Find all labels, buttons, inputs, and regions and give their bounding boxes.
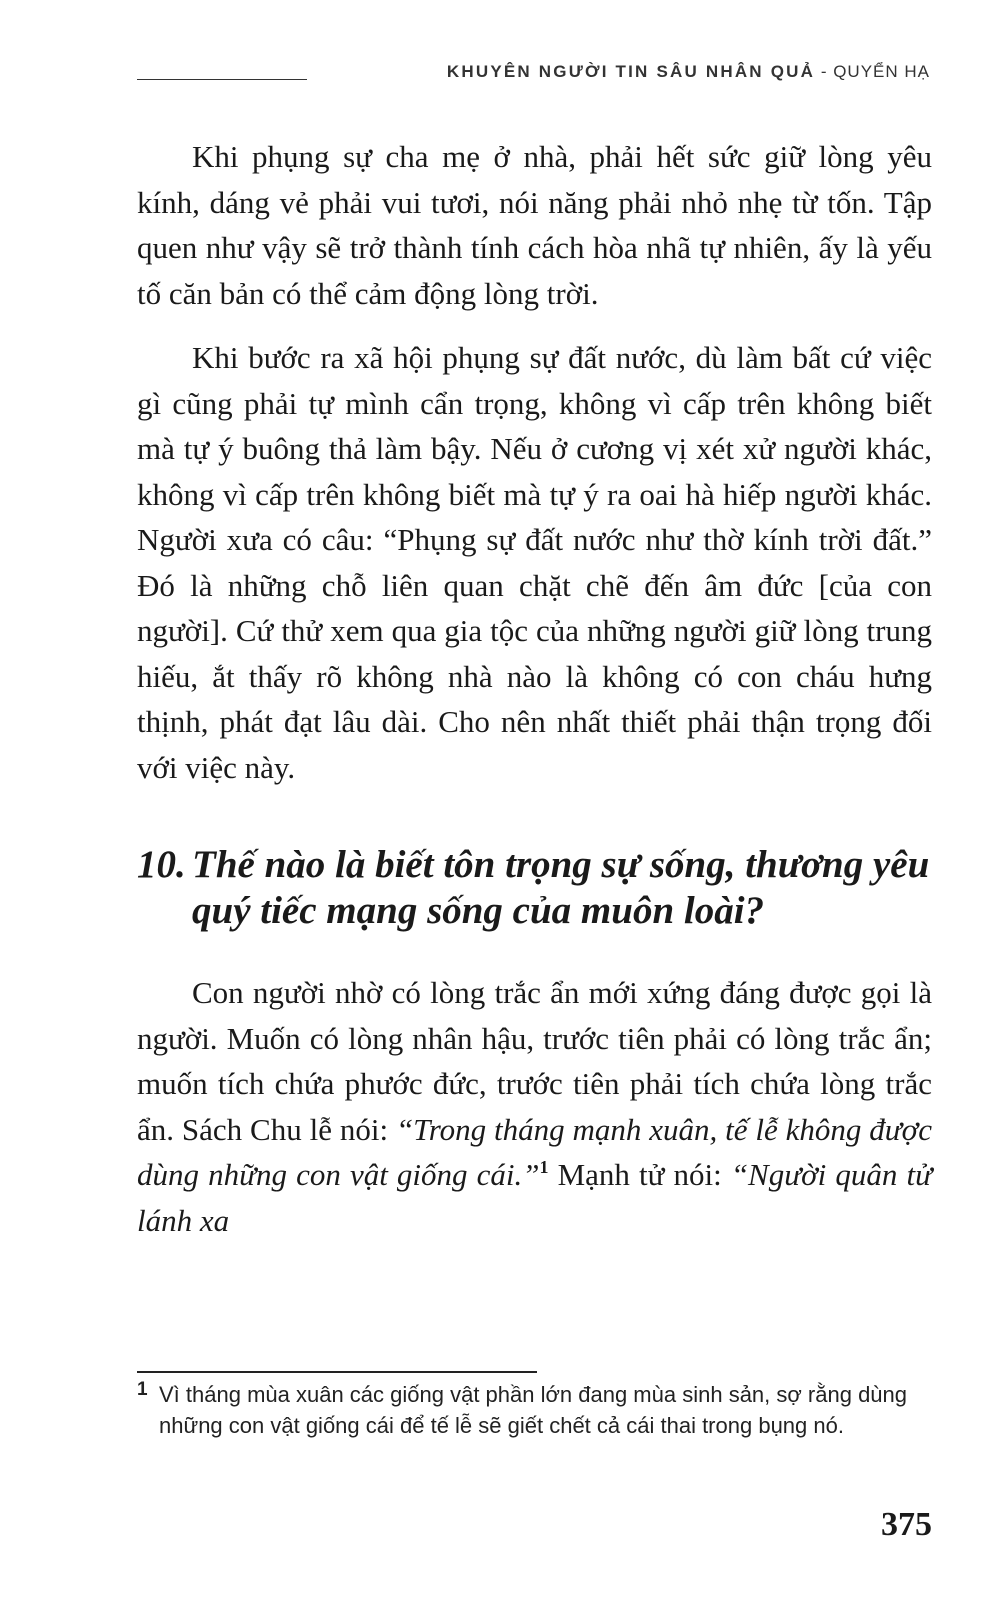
book-volume: QUYỂN HẠ [833,62,930,81]
footnote-rule [137,1371,537,1373]
page-body [137,134,932,1262]
page-number: 375 [881,1506,932,1543]
quote-chu-le: “Trong tháng mạnh xuân, tế lễ không được dùng những con vật giống cái.” [137,1111,932,1192]
header-separator: - [815,62,834,81]
section-number: 10. [137,843,186,886]
paragraph-3 [137,970,932,1243]
paragraph-2: Khi bước ra xã hội phụng sự đất nước, dù làm bất cứ việc gì cũng phải tự mình cẩn trọng, không vì cấp trên không biết mà tự ý buông thả làm bậy. Nếu ở cương vị xét xử người khác, không vì cấp trên không biết mà tự ý ra oai hà hiếp người khác. Người xưa có câu: “Phụng sự đất nước như thờ kính trời đất.” Đó là những chỗ liên quan chặt chẽ đến âm đức [của con người]. Cứ thử xem qua gia tộc của những người giữ lòng trung hiếu, ắt thấy rõ không nhà nào là không có con cháu hưng thịnh, phát đạt lâu dài. Cho nên nhất thiết phải thận trọng đối với việc này. [137,340,932,785]
footnote-text: Vì tháng mùa xuân các giống vật phần lớn đang mùa sinh sản, sợ rằng dùng những con vật giống cái để tế lễ sẽ giết chết cả cái thai trong bụng nó. [159,1382,908,1438]
paragraph-1: Khi phụng sự cha mẹ ở nhà, phải hết sức giữ lòng yêu kính, dáng vẻ phải vui tươi, nói năng phải nhỏ nhẹ từ tốn. Tập quen như vậy sẽ trở thành tính cách hòa nhã tự nhiên, ấy là yếu tố căn bản có thể cảm động lòng trời. [137,139,932,311]
header-rule [137,79,307,80]
footnote-marker: 1 [137,1379,148,1400]
paragraph-3-text-1: Con người nhờ có lòng trắc ẩn mới xứng đáng được gọi là người. Muốn có lòng nhân hậu, trước tiên phải có lòng trắc ẩn; muốn tích chứa phước đức, trước tiên phải tích chứa lòng trắc ẩn. Sách Chu lễ nói: [137,975,932,1147]
section-title: Thế nào là biết tôn trọng sự sống, thương yêu quý tiếc mạng sống của muôn loài? [192,843,930,932]
quote-manh-tu: “Người quân tử lánh xa [137,1157,932,1238]
book-title: KHUYÊN NGƯỜI TIN SÂU NHÂN QUẢ [446,62,816,81]
footnote [137,1379,932,1441]
paragraph-3-text-2: Mạnh tử nói: [548,1157,731,1192]
running-header [447,62,930,82]
footnote-reference[interactable]: 1 [539,1157,549,1177]
section-heading [137,842,932,934]
